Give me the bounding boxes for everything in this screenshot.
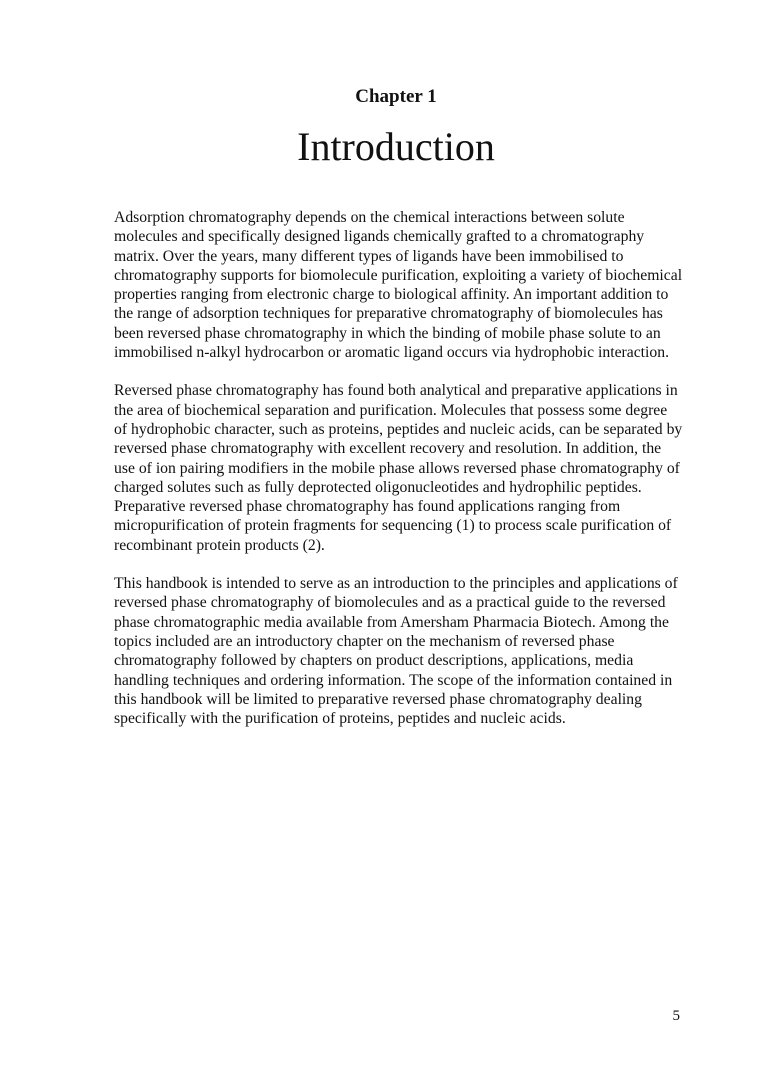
paragraph-1: Adsorption chromatography depends on the chemical interactions between solute molecules and specifically designed ligands chemically grafted to a chromatography matrix. Over the years, many different types of ligands have been immobilised to chromatography supports for biomolecule purification, exploiting a variety of biochemical properties ranging from electronic charge to biological affinity. An important addition to the range of adsorption techniques for preparative chromatography of biomolecules has been reversed phase chromatography in which the binding of mobile phase solute to an immobilised n-alkyl hydrocarbon or aromatic ligand occurs via hydrophobic interaction. <box>114 209 683 362</box>
chapter-label: Chapter 1 <box>355 86 437 107</box>
body-text <box>114 208 684 747</box>
chapter-title: Introduction <box>297 124 495 169</box>
paragraph-2: Reversed phase chromatography has found both analytical and preparative applications in the area of biochemical separation and purification. Molecules that possess some degree of hydrophobic character, such as proteins, peptides and nucleic acids, can be separated by reversed phase chromatography with excellent recovery and resolution. In addition, the use of ion pairing modifiers in the mobile phase allows reversed phase chromatography of charged solutes such as fully deprotected oligonucleotides and hydrophilic peptides. Preparative reversed phase chromatography has found applications ranging from micropurification of protein fragments for sequencing (1) to process scale purification of recombinant protein products (2). <box>114 382 683 554</box>
page-number: 5 <box>672 1008 680 1024</box>
paragraph-3: This handbook is intended to serve as an introduction to the principles and applications of reversed phase chromatography of biomolecules and as a practical guide to the reversed phase chromatographic media available from Amersham Pharmacia Biotech. Among the topics included are an introductory chapter on the mechanism of reversed phase chromatography followed by chapters on product descriptions, applications, media handling techniques and ordering information. The scope of the information contained in this handbook will be limited to preparative reversed phase chromatography dealing specifically with the purification of proteins, peptides and nucleic acids. <box>114 575 678 728</box>
